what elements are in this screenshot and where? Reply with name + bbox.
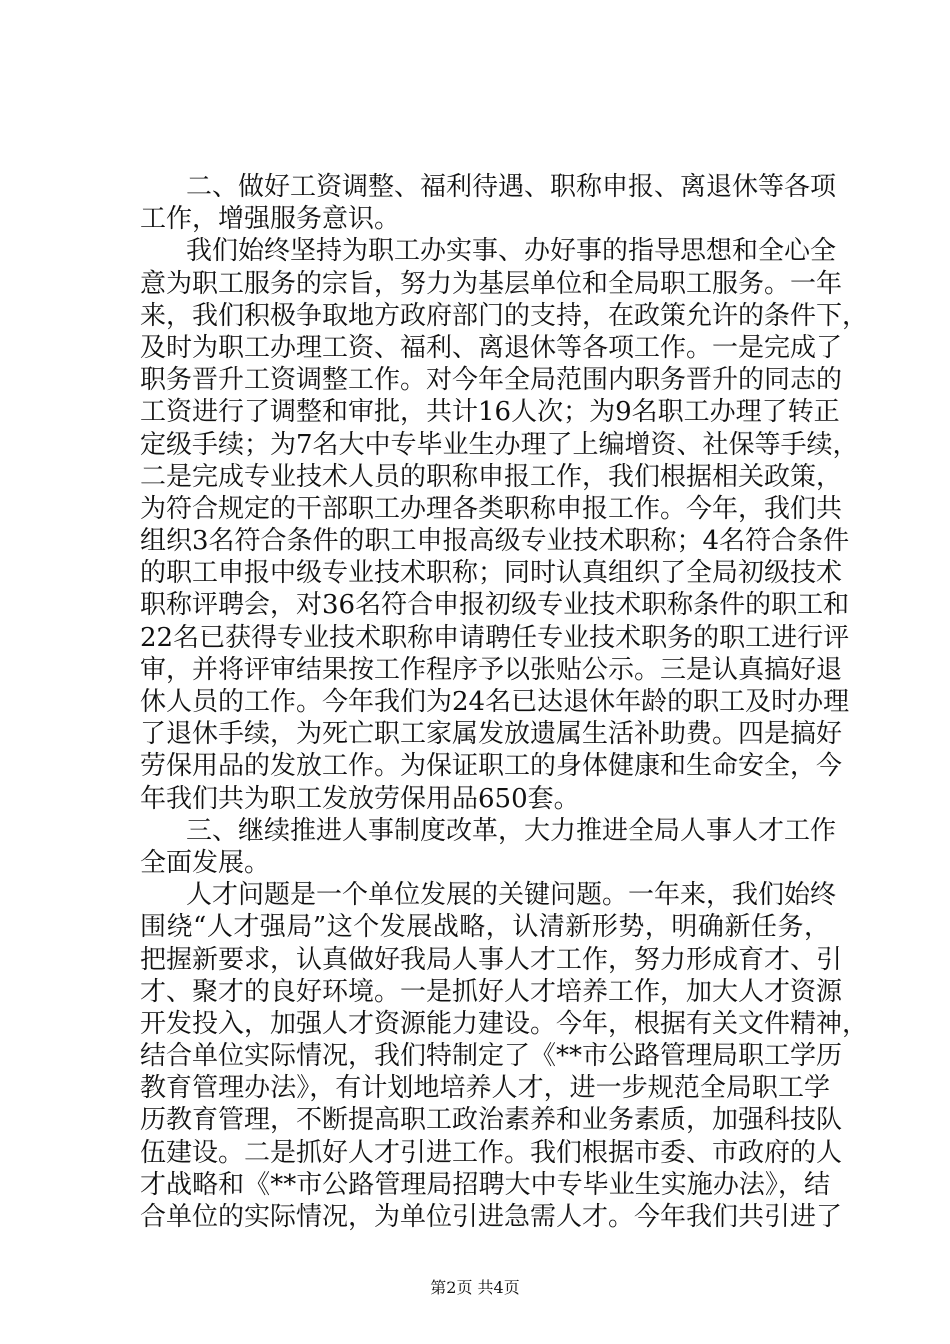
paragraph-line: 劳保用品的发放工作。为保证职工的身体健康和生命安全，今 [140, 751, 843, 782]
paragraph-line: 我们始终坚持为职工办实事、办好事的指导思想和全心全 [186, 236, 837, 267]
paragraph-line: 休人员的工作。今年我们为24名已达退休年龄的职工及时办理 [140, 687, 850, 717]
paragraph-line: 为符合规定的干部职工办理各类职称申报工作。今年，我们共 [140, 493, 843, 524]
paragraph-line: 伍建设。二是抓好人才引进工作。我们根据市委、市政府的人 [140, 1137, 843, 1168]
paragraph-line: 定级手续；为7名大中专毕业生办理了上编增资、社保等手续， [140, 429, 859, 460]
paragraph-line: 人才问题是一个单位发展的关键问题。一年来，我们始终 [186, 880, 837, 911]
page-number-footer: 第2页 共4页 [430, 1278, 520, 1297]
section-heading-line: 全面发展。 [140, 847, 271, 878]
paragraph-line: 工资进行了调整和审批，共计16人次；为9名职工办理了转正 [140, 397, 840, 428]
paragraph-line: 来，我们积极争取地方政府部门的支持，在政策允许的条件下， [140, 300, 869, 331]
paragraph-line: 才战略和《**市公路管理局招聘大中专毕业生实施办法》，结 [140, 1169, 830, 1200]
paragraph-line: 了退休手续，为死亡职工家属发放遗属生活补助费。四是搞好 [140, 719, 843, 750]
paragraph-line: 组织3名符合条件的职工申报高级专业技术职称；4名符合条件 [140, 526, 850, 557]
paragraph-line: 合单位的实际情况，为单位引进急需人才。今年我们共引进了 [140, 1202, 843, 1232]
paragraph-line: 22名已获得专业技术职称申请聘任专业技术职务的职工进行评 [140, 622, 850, 653]
paragraph-line: 围绕“人才强局”这个发展战略，认清新形势，明确新任务， [140, 912, 830, 943]
paragraph-line: 才、聚才的良好环境。一是抓好人才培养工作，加大人才资源 [140, 976, 843, 1007]
paragraph-line: 的职工申报中级专业技术职称；同时认真组织了全局初级技术 [140, 558, 843, 589]
paragraph-line: 把握新要求，认真做好我局人事人才工作，努力形成育才、引 [140, 944, 843, 975]
paragraph-line: 结合单位实际情况，我们特制定了《**市公路管理局职工学历 [140, 1041, 843, 1072]
paragraph-line: 意为职工服务的宗旨，努力为基层单位和全局职工服务。一年 [140, 268, 843, 299]
paragraph-line: 开发投入，加强人才资源能力建设。今年，根据有关文件精神， [140, 1008, 869, 1039]
section-heading-line: 三、继续推进人事制度改革，大力推进全局人事人才工作 [186, 815, 837, 846]
paragraph-line: 及时为职工办理工资、福利、离退休等各项工作。一是完成了 [140, 332, 843, 363]
body-text [140, 171, 869, 1233]
paragraph-line: 年我们共为职工发放劳保用品650套。 [140, 783, 580, 814]
section-heading-line: 工作，增强服务意识。 [140, 204, 401, 235]
section-heading-line: 二、做好工资调整、福利待遇、职称申报、离退休等各项 [186, 172, 837, 202]
paragraph-line: 历教育管理，不断提高职工政治素养和业务素质，加强科技队 [140, 1105, 843, 1136]
paragraph-line: 二是完成专业技术人员的职称申报工作，我们根据相关政策， [140, 461, 843, 492]
paragraph-line: 职称评聘会，对36名符合申报初级专业技术职称条件的职工和 [140, 590, 850, 621]
paragraph-line: 教育管理办法》，有计划地培养人才，进一步规范全局职工学 [140, 1073, 830, 1104]
paragraph-line: 审，并将评审结果按工作程序予以张贴公示。三是认真搞好退 [140, 654, 843, 685]
paragraph-line: 职务晋升工资调整工作。对今年全局范围内职务晋升的同志的 [140, 365, 843, 396]
